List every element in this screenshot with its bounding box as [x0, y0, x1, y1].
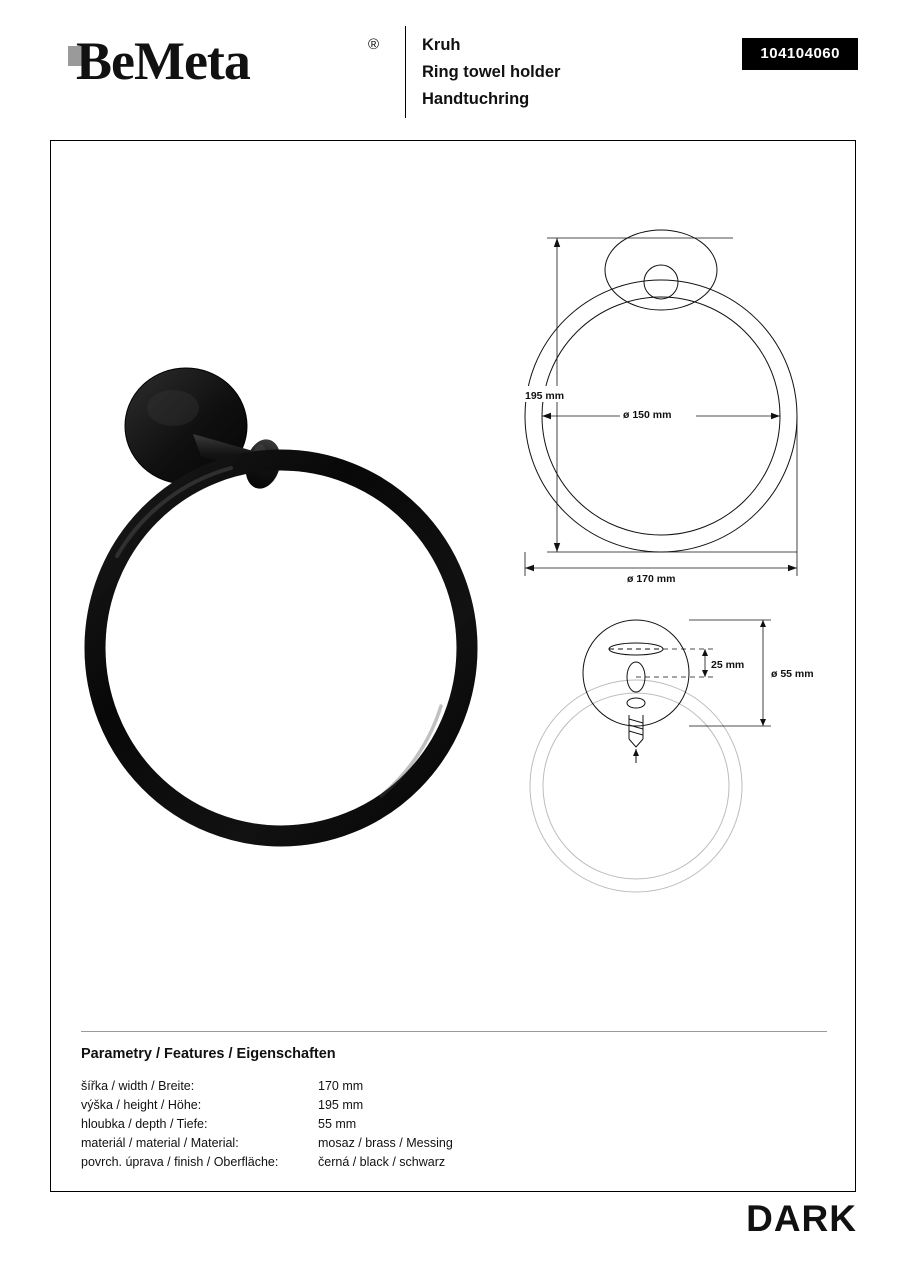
parameters-divider [81, 1031, 827, 1032]
product-photo [81, 356, 491, 876]
brand-logo [50, 31, 390, 98]
parameter-value: 170 mm [318, 1078, 364, 1093]
table-row [81, 1133, 453, 1152]
parameters-table [81, 1076, 453, 1171]
product-code-badge: 104104060 [742, 38, 858, 70]
front-technical-drawing [481, 216, 841, 586]
page-header [50, 24, 858, 108]
collection-name: DARK [746, 1198, 857, 1239]
header-divider [405, 26, 406, 118]
parameter-value: 55 mm [318, 1116, 357, 1131]
parameter-label: materiál / material / Material: [81, 1135, 239, 1150]
table-row [81, 1076, 453, 1095]
parameter-label: šířka / width / Breite: [81, 1078, 195, 1093]
front-inner-diameter-label: ø 150 mm [623, 409, 672, 421]
parameter-label: výška / height / Höhe: [81, 1097, 202, 1112]
table-row [81, 1095, 453, 1114]
table-row [81, 1152, 453, 1171]
brand-logo-text: BeMeta [76, 31, 250, 91]
parameter-value: černá / black / schwarz [318, 1154, 446, 1169]
front-outer-diameter-label: ø 170 mm [627, 573, 676, 585]
product-title-cs: Kruh [422, 36, 461, 54]
parameters-section [81, 1031, 827, 1171]
product-title-en: Ring towel holder [422, 63, 561, 81]
side-depth-label: ø 55 mm [771, 668, 814, 680]
parameters-title: Parametry / Features / Eigenschaften [81, 1046, 336, 1062]
parameter-label: hloubka / depth / Tiefe: [81, 1116, 208, 1131]
product-title-de: Handtuchring [422, 90, 530, 108]
parameter-value: mosaz / brass / Messing [318, 1135, 453, 1150]
registered-trademark-icon: ® [368, 36, 380, 53]
content-frame [50, 140, 856, 1192]
product-titles [422, 32, 722, 113]
parameter-label: povrch. úprava / finish / Oberfläche: [81, 1154, 279, 1169]
parameter-value: 195 mm [318, 1097, 364, 1112]
front-height-dimension-label: 195 mm [525, 390, 565, 402]
side-technical-drawing [481, 611, 841, 941]
table-row [81, 1114, 453, 1133]
side-screw-spacing-label: 25 mm [711, 659, 745, 671]
